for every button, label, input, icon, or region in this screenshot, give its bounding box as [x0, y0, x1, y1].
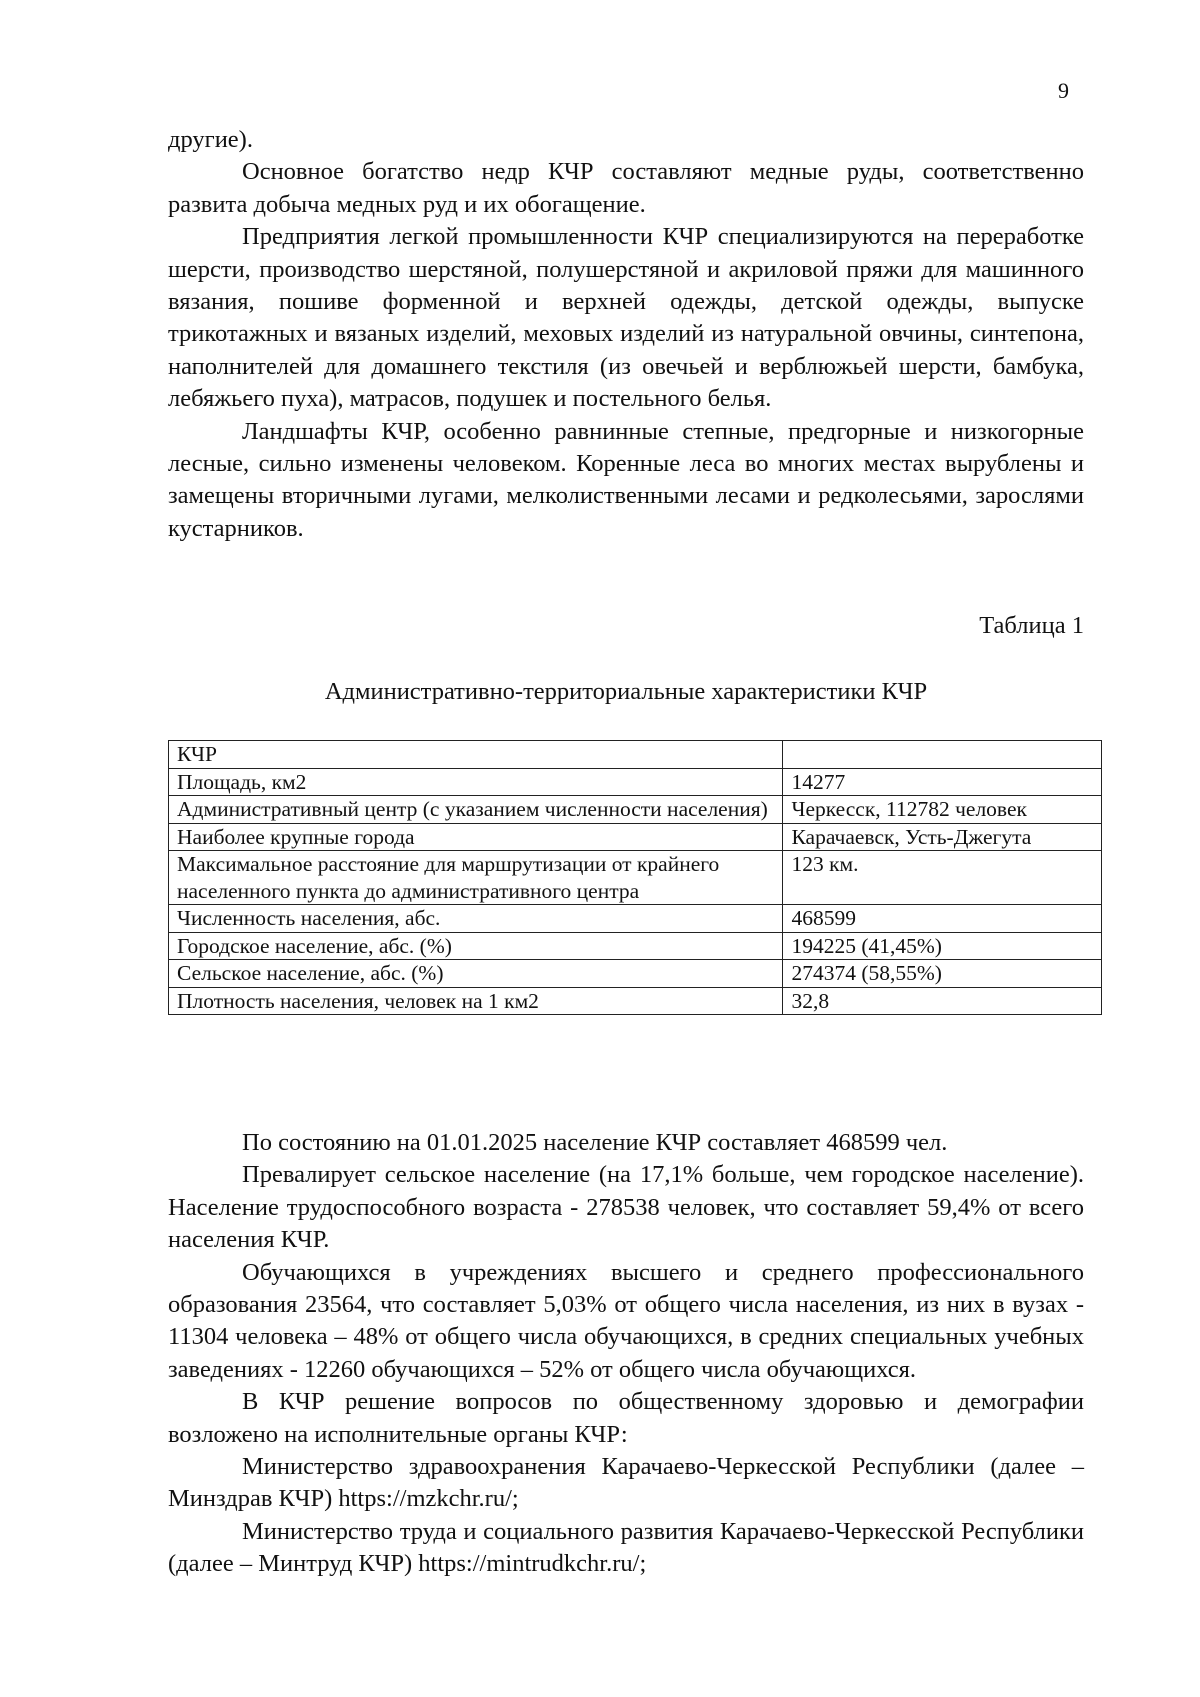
table-row: [169, 932, 1102, 960]
row-label: Площадь, км2: [169, 768, 783, 796]
page-number: 9: [1058, 78, 1069, 103]
row-value: 194225 (41,45%): [783, 932, 1102, 960]
table-row: [169, 987, 1102, 1015]
row-label: Городское население, абс. (%): [169, 932, 783, 960]
table-row: [169, 768, 1102, 796]
row-value: Карачаевск, Усть-Джегута: [783, 823, 1102, 851]
characteristics-table: [168, 740, 1102, 1015]
row-label: Наиболее крупные города: [169, 823, 783, 851]
paragraph-executive-bodies: В КЧР решение вопросов по общественному здоровью и демографии возложено на исполнительные органы КЧР:: [168, 1388, 1084, 1448]
table-row: [169, 741, 1102, 769]
row-label: Административный центр (с указанием численности населения): [169, 796, 783, 824]
paragraph-population-date: По состоянию на 01.01.2025 население КЧР составляет 468599 чел.: [242, 1129, 948, 1156]
paragraph-ministry-health: Министерство здравоохранения Карачаево-Черкесской Республики (далее – Минздрав КЧР) https://mzkchr.ru/;: [168, 1453, 1084, 1513]
row-value: 468599: [783, 905, 1102, 933]
row-value: Черкесск, 112782 человек: [783, 796, 1102, 824]
paragraph-ministry-labor: Министерство труда и социального развития Карачаево-Черкесской Республики (далее – Минтруд КЧР) https://mintrudkchr.ru/;: [168, 1517, 1084, 1578]
table-row: [169, 905, 1102, 933]
row-label: КЧР: [169, 741, 783, 769]
paragraph-students: Обучающихся в учреждениях высшего и среднего профессионального образования 23564, что составляет 5,03% от общего числа населения, из них в вузах - 11304 человека – 48% от общего числа обучающихся, в средних специальных учебных заведениях - 12260 обучающихся – 52% от общего числа обучающихся.: [168, 1258, 1084, 1383]
row-value: 123 км.: [783, 851, 1102, 905]
table-row: [169, 960, 1102, 988]
table-row: [169, 851, 1102, 905]
body-text: [168, 1127, 1084, 1581]
row-value: 274374 (58,55%): [783, 960, 1102, 988]
row-value: 14277: [783, 768, 1102, 796]
table-label: Таблица 1: [979, 612, 1084, 639]
row-label: Максимальное расстояние для маршрутизации от крайнего населенного пункта до административного центра: [169, 851, 783, 905]
row-label: Численность населения, абс.: [169, 905, 783, 933]
row-value: [783, 741, 1102, 769]
row-value: 32,8: [783, 987, 1102, 1015]
row-label: Сельское население, абс. (%): [169, 960, 783, 988]
paragraph-rural-population: Превалирует сельское население (на 17,1% больше, чем городское население). Население трудоспособного возраста - 278538 человек, что составляет 59,4% от всего населения КЧР.: [168, 1161, 1084, 1254]
intro-text: [168, 124, 1084, 545]
table-title: Административно-территориальные характеристики КЧР: [324, 678, 928, 705]
table-row: [169, 823, 1102, 851]
paragraph-light-industry: Предприятия легкой промышленности КЧР специализируются на переработке шерсти, производство шерстяной, полушерстяной и акриловой пряжи для машинного вязания, пошиве форменной и верхней одежды, детской одежды, выпуске трикотажных и вязаных изделий, меховых изделий из натуральной овчины, синтепона, наполнителей для домашнего текстиля (из овечьей и верблюжьей шерсти, бамбука, лебяжьего пуха), матрасов, подушек и постельного белья.: [168, 223, 1084, 413]
row-label: Плотность населения, человек на 1 км2: [169, 987, 783, 1015]
table-row: [169, 796, 1102, 824]
paragraph-continuation: другие).: [168, 126, 253, 153]
paragraph-landscapes: Ландшафты КЧР, особенно равнинные степные, предгорные и низкогорные лесные, сильно изменены человеком. Коренные леса во многих местах вырублены и замещены вторичными лугами, мелколиственными лесами и редколесьями, зарослями кустарников.: [168, 417, 1084, 542]
paragraph-mineral-resources: Основное богатство недр КЧР составляют медные руды, соответственно развита добыча медных руд и их обогащение.: [168, 158, 1084, 218]
